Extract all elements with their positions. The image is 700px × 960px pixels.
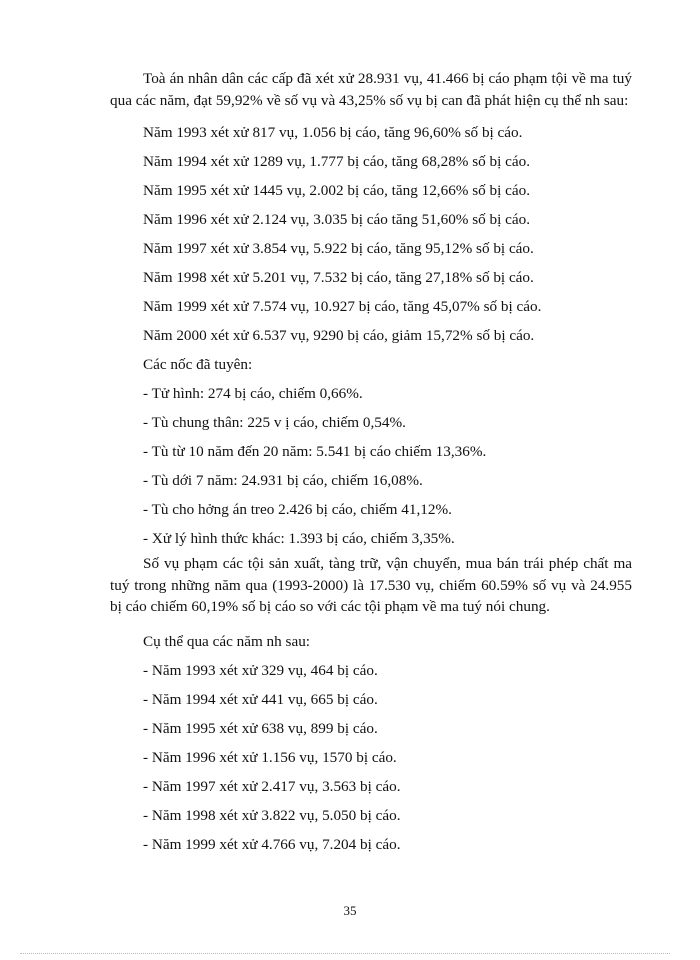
sentence-item: - Tử hình: 274 bị cáo, chiếm 0,66%. <box>143 385 363 402</box>
detail-item: - Năm 1999 xét xử 4.766 vụ, 7.204 bị cáo. <box>143 835 401 853</box>
detail-item: - Năm 1997 xét xử 2.417 vụ, 3.563 bị cáo. <box>143 777 401 795</box>
sentences-heading: Các nốc đã tuyên: <box>143 356 253 373</box>
page-body <box>110 68 632 859</box>
year-line: Năm 1996 xét xử 2.124 vụ, 3.035 bị cáo tăng 51,60% số bị cáo. <box>143 211 531 228</box>
detail-item: - Năm 1998 xét xử 3.822 vụ, 5.050 bị cáo. <box>143 806 401 824</box>
detail-list <box>110 656 632 859</box>
sentence-item: - Tù cho hởng án treo 2.426 bị cáo, chiếm 41,12%. <box>143 501 452 518</box>
year-line: Năm 1998 xét xử 5.201 vụ, 7.532 bị cáo, tăng 27,18% số bị cáo. <box>143 269 534 286</box>
page-number: 35 <box>343 903 357 918</box>
sentence-item: - Tù từ 10 năm đến 20 năm: 5.541 bị cáo chiếm 13,36%. <box>143 443 487 460</box>
trafficking-paragraph: Số vụ phạm các tội sản xuất, tàng trữ, vận chuyển, mua bán trái phép chất ma tuý trong những năm qua (1993-2000) là 17.530 vụ, chiếm 60.59% số vụ và 24.955 bị cáo chiếm 60,19% số bị cáo so với các tội phạm về ma tuý nói chung. <box>110 555 632 615</box>
detail-item: - Năm 1995 xét xử 638 vụ, 899 bị cáo. <box>143 719 378 737</box>
detail-item: - Năm 1993 xét xử 329 vụ, 464 bị cáo. <box>143 661 378 679</box>
page-bottom-divider <box>20 953 670 954</box>
sentences-list <box>110 379 632 553</box>
sentence-item: - Tù dới 7 năm: 24.931 bị cáo, chiếm 16,08%. <box>143 472 423 489</box>
year-line: Năm 1999 xét xử 7.574 vụ, 10.927 bị cáo, tăng 45,07% số bị cáo. <box>143 298 542 315</box>
year-line: Năm 1997 xét xử 3.854 vụ, 5.922 bị cáo, tăng 95,12% số bị cáo. <box>143 240 534 257</box>
sentence-item: - Xử lý hình thức khác: 1.393 bị cáo, chiếm 3,35%. <box>143 530 455 547</box>
intro-paragraph: Toà án nhân dân các cấp đã xét xử 28.931 vụ, 41.466 bị cáo phạm tội về ma tuý qua các năm, đạt 59,92% về số vụ và 43,25% số vụ bị can đã phát hiện cụ thể nh sau: <box>110 70 632 109</box>
sentence-item: - Tù chung thân: 225 v ị cáo, chiếm 0,54%. <box>143 414 406 431</box>
year-line: Năm 1994 xét xử 1289 vụ, 1.777 bị cáo, tăng 68,28% số bị cáo. <box>143 153 531 170</box>
year-line: Năm 1993 xét xử 817 vụ, 1.056 bị cáo, tăng 96,60% số bị cáo. <box>143 124 523 141</box>
year-line: Năm 2000 xét xử 6.537 vụ, 9290 bị cáo, giảm 15,72% số bị cáo. <box>143 327 535 344</box>
year-statistics-list <box>110 118 632 350</box>
detail-heading: Cụ thể qua các năm nh sau: <box>143 632 311 650</box>
detail-item: - Năm 1996 xét xử 1.156 vụ, 1570 bị cáo. <box>143 748 397 766</box>
detail-item: - Năm 1994 xét xử 441 vụ, 665 bị cáo. <box>143 690 378 708</box>
year-line: Năm 1995 xét xử 1445 vụ, 2.002 bị cáo, tăng 12,66% số bị cáo. <box>143 182 531 199</box>
